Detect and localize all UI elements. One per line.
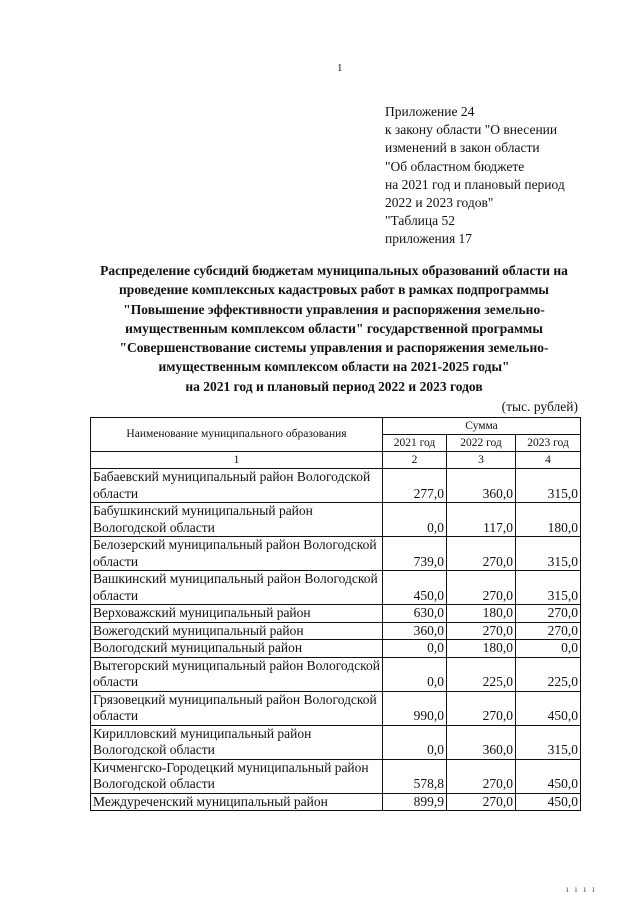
title-line: "Повышение эффективности управления и распоряжения земельно- [123,301,545,317]
table-row [91,691,581,725]
value-2021: 0,0 [383,657,447,691]
table-row [91,537,581,571]
value-2021: 277,0 [383,469,447,503]
municipality-name: Междуреченский муниципальный район [91,793,383,811]
value-2022: 360,0 [447,725,516,759]
value-2023: 270,0 [516,622,581,640]
value-2021: 0,0 [383,503,447,537]
value-2022: 270,0 [447,793,516,811]
value-2021: 0,0 [383,640,447,658]
header-name: Наименование муниципального образования [91,418,383,452]
table-row [91,793,581,811]
header-sum: Сумма [383,418,581,435]
value-2022: 270,0 [447,537,516,571]
title-line: имущественным комплексом области" государственной программы [125,320,543,336]
value-2022: 180,0 [447,605,516,623]
title-line: проведение комплексных кадастровых работ в рамках подпрограммы [119,282,549,298]
table-body [91,469,581,811]
value-2023: 450,0 [516,759,581,793]
table-row [91,657,581,691]
value-2023: 0,0 [516,640,581,658]
column-number: 3 [447,452,516,469]
municipality-name: Кичменгско-Городецкий муниципальный район Вологодской области [91,759,383,793]
header-year-2021: 2021 год [383,435,447,452]
value-2022: 270,0 [447,759,516,793]
value-2021: 360,0 [383,622,447,640]
value-2023: 315,0 [516,571,581,605]
value-2023: 270,0 [516,605,581,623]
header-year-2022: 2022 год [447,435,516,452]
value-2023: 225,0 [516,657,581,691]
value-2023: 450,0 [516,691,581,725]
table-row [91,640,581,658]
table-row [91,469,581,503]
title-line: на 2021 год и плановый период 2022 и 2023 годов [185,378,483,394]
municipality-name: Белозерский муниципальный район Вологодской области [91,537,383,571]
title-line: "Совершенствование системы управления и распоряжения земельно- [119,340,549,356]
table-row [91,503,581,537]
column-number: 2 [383,452,447,469]
table-row [91,622,581,640]
value-2021: 899,9 [383,793,447,811]
subsidy-table [90,417,581,811]
table-row [91,759,581,793]
municipality-name: Вожегодский муниципальный район [91,622,383,640]
title-line: имущественным комплексом области на 2021-2025 годы" [158,359,510,375]
page-number: 1 [337,62,343,74]
value-2023: 315,0 [516,469,581,503]
municipality-name: Вытегорский муниципальный район Вологодской области [91,657,383,691]
municipality-name: Верховажский муниципальный район [91,605,383,623]
document-title [70,261,598,396]
value-2023: 450,0 [516,793,581,811]
value-2022: 180,0 [447,640,516,658]
units-label: (тыс. рублей) [501,399,578,414]
value-2021: 630,0 [383,605,447,623]
appendix-line: к закону области "О внесении [385,122,558,138]
title-line: Распределение субсидий бюджетам муниципальных образований области на [100,263,568,278]
municipality-name: Вашкинский муниципальный район Вологодской области [91,571,383,605]
footer-marks: ı ı ı ı [566,884,597,894]
value-2023: 180,0 [516,503,581,537]
column-number: 1 [91,452,383,469]
table-row [91,571,581,605]
municipality-name: Вологодский муниципальный район [91,640,383,658]
appendix-line: изменений в закон области [385,140,540,156]
appendix-line: "Об областном бюджете [385,158,525,174]
column-number: 4 [516,452,581,469]
appendix-line: на 2021 год и плановый период [385,176,565,192]
value-2022: 270,0 [447,691,516,725]
appendix-reference [385,103,565,249]
value-2021: 578,8 [383,759,447,793]
value-2023: 315,0 [516,537,581,571]
municipality-name: Кирилловский муниципальный район Вологодской области [91,725,383,759]
value-2022: 225,0 [447,657,516,691]
municipality-name: Бабушкинский муниципальный район Вологодской области [91,503,383,537]
value-2022: 270,0 [447,571,516,605]
value-2021: 0,0 [383,725,447,759]
value-2022: 270,0 [447,622,516,640]
municipality-name: Грязовецкий муниципальный район Вологодской области [91,691,383,725]
appendix-line: "Таблица 52 [385,213,455,229]
value-2021: 450,0 [383,571,447,605]
appendix-line: приложения 17 [385,231,473,247]
value-2022: 117,0 [447,503,516,537]
value-2022: 360,0 [447,469,516,503]
appendix-line: 2022 и 2023 годов" [385,195,494,211]
value-2021: 990,0 [383,691,447,725]
appendix-line: Приложение 24 [385,104,475,119]
table-row [91,725,581,759]
value-2021: 739,0 [383,537,447,571]
municipality-name: Бабаевский муниципальный район Вологодской области [91,469,383,503]
value-2023: 315,0 [516,725,581,759]
table-row [91,605,581,623]
header-year-2023: 2023 год [516,435,581,452]
